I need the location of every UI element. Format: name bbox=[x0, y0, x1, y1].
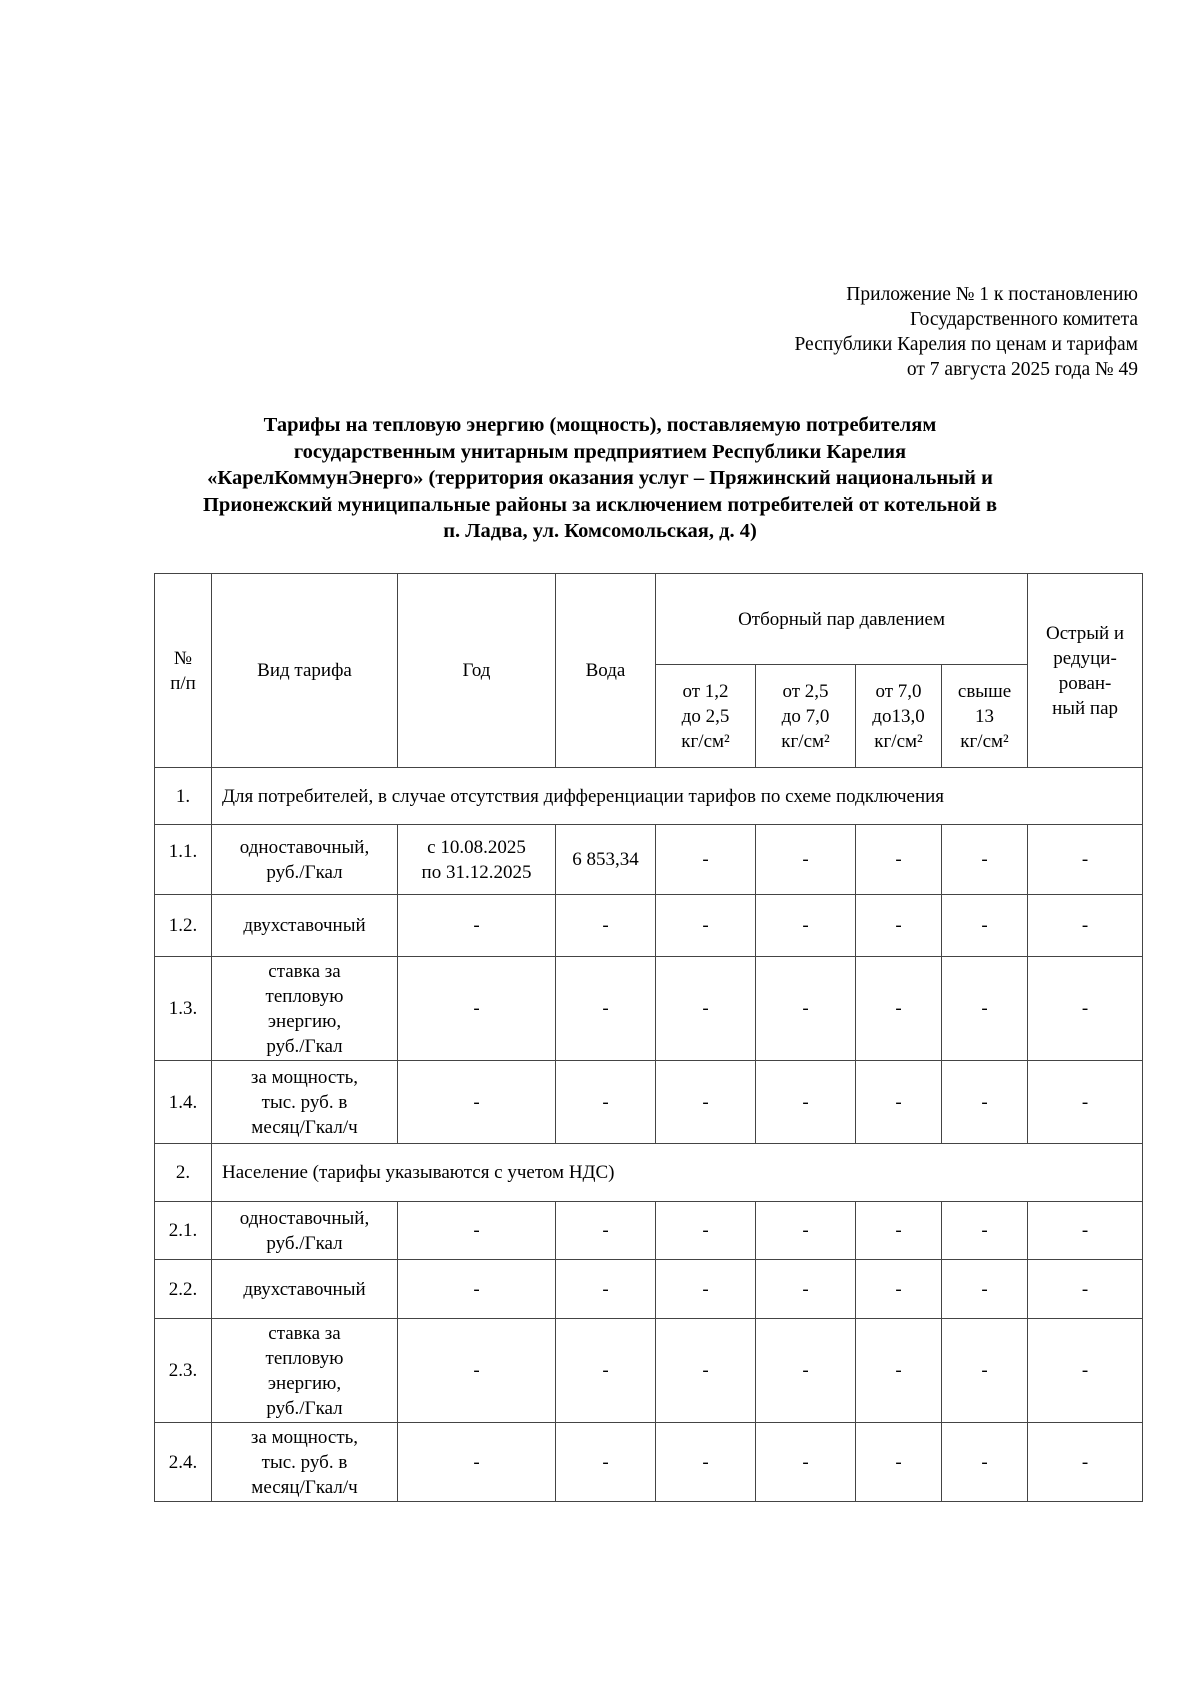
appendix-line: Республики Карелия по ценам и тарифам bbox=[794, 334, 1138, 355]
section-label: Для потребителей, в случае отсутствия дифференциации тарифов по схеме подключения bbox=[212, 768, 1143, 825]
row-value: - bbox=[942, 1260, 1028, 1319]
row-year bbox=[398, 1260, 556, 1319]
row-value: - bbox=[656, 1423, 756, 1502]
header-line: до 7,0 bbox=[781, 705, 830, 727]
row-value: - bbox=[1028, 825, 1143, 895]
row-year bbox=[398, 1061, 556, 1144]
header-row bbox=[155, 574, 1143, 665]
tariff-type-line: руб./Гкал bbox=[266, 1232, 343, 1254]
row-tariff-type bbox=[212, 1319, 398, 1423]
header-line: кг/см² bbox=[781, 730, 830, 752]
row-value: - bbox=[942, 825, 1028, 895]
table-row bbox=[155, 957, 1143, 1061]
header-steam-3 bbox=[856, 665, 942, 768]
row-number: 2.4. bbox=[155, 1423, 212, 1502]
row-value: - bbox=[1028, 1061, 1143, 1144]
row-value: - bbox=[756, 1260, 856, 1319]
title-line: «КарелКоммунЭнерго» (территория оказания услуг – Пряжинский национальный и bbox=[207, 467, 993, 489]
tariff-type-line: руб./Гкал bbox=[266, 1035, 343, 1057]
header-water: Вода bbox=[556, 574, 656, 768]
row-value: - bbox=[856, 895, 942, 957]
header-steam-group: Отборный пар давлением bbox=[656, 574, 1028, 665]
year-line: - bbox=[473, 1278, 480, 1300]
tariff-type-line: тыс. руб. в bbox=[261, 1091, 348, 1113]
header-sharp-line: ный пар bbox=[1052, 697, 1119, 719]
row-number: 1.4. bbox=[155, 1061, 212, 1144]
header-line: от 2,5 bbox=[782, 680, 829, 702]
row-water-value: 6 853,34 bbox=[556, 825, 656, 895]
row-tariff-type bbox=[212, 1202, 398, 1260]
row-year bbox=[398, 1319, 556, 1423]
tariff-type-line: руб./Гкал bbox=[266, 861, 343, 883]
row-value: - bbox=[1028, 1423, 1143, 1502]
row-value: - bbox=[756, 1061, 856, 1144]
row-year bbox=[398, 825, 556, 895]
header-line: 13 bbox=[975, 705, 995, 727]
header-num-line: № bbox=[173, 647, 193, 669]
year-line: - bbox=[473, 1091, 480, 1113]
tariff-type-line: тепловую bbox=[265, 985, 344, 1007]
appendix-line: от 7 августа 2025 года № 49 bbox=[906, 359, 1138, 380]
row-value: - bbox=[942, 1202, 1028, 1260]
row-value: - bbox=[656, 1319, 756, 1423]
row-water-value: - bbox=[556, 1319, 656, 1423]
year-line: по 31.12.2025 bbox=[421, 861, 532, 883]
tariff-type-line: энергию, bbox=[267, 1010, 342, 1032]
table-row bbox=[155, 895, 1143, 957]
row-value: - bbox=[756, 825, 856, 895]
tariff-type-line: одноставочный, bbox=[239, 836, 370, 858]
row-value: - bbox=[942, 957, 1028, 1061]
tariff-table bbox=[154, 573, 1143, 1502]
row-value: - bbox=[656, 895, 756, 957]
year-line: - bbox=[473, 1360, 480, 1381]
row-value: - bbox=[756, 895, 856, 957]
row-value: - bbox=[756, 1202, 856, 1260]
row-number: 2.3. bbox=[155, 1319, 212, 1423]
section-row bbox=[155, 768, 1143, 825]
tariff-type-line: за мощность, bbox=[250, 1426, 359, 1448]
row-value: - bbox=[756, 1319, 856, 1423]
row-value: - bbox=[942, 1423, 1028, 1502]
section-number: 1. bbox=[155, 768, 212, 825]
row-value: - bbox=[656, 1260, 756, 1319]
section-label: Население (тарифы указываются с учетом НДС) bbox=[212, 1144, 1143, 1202]
appendix-header bbox=[794, 282, 1138, 382]
row-tariff-type bbox=[212, 825, 398, 895]
tariff-type-line: за мощность, bbox=[250, 1066, 359, 1088]
tariff-type-line: энергию, bbox=[267, 1372, 342, 1394]
title-line: Прионежский муниципальные районы за исключением потребителей от котельной в bbox=[202, 493, 998, 516]
table-row bbox=[155, 1423, 1143, 1502]
row-number: 1.3. bbox=[155, 957, 212, 1061]
header-line: до 2,5 bbox=[681, 705, 730, 727]
tariff-type-line: тыс. руб. в bbox=[261, 1451, 348, 1473]
row-number: 1.2. bbox=[155, 895, 212, 957]
year-line: с 10.08.2025 bbox=[427, 836, 526, 858]
tariff-type-line: одноставочный, bbox=[239, 1207, 370, 1229]
header-year: Год bbox=[398, 574, 556, 768]
appendix-line: Приложение № 1 к постановлению bbox=[846, 284, 1138, 305]
row-value: - bbox=[856, 1061, 942, 1144]
row-number: 2.2. bbox=[155, 1260, 212, 1319]
row-value: - bbox=[856, 1423, 942, 1502]
table-row bbox=[155, 1202, 1143, 1260]
row-value: - bbox=[1028, 957, 1143, 1061]
row-value: - bbox=[856, 1260, 942, 1319]
row-value: - bbox=[1028, 1202, 1143, 1260]
year-line: - bbox=[473, 915, 480, 936]
row-value: - bbox=[1028, 1319, 1143, 1423]
title-line: Тарифы на тепловую энергию (мощность), поставляемую потребителям bbox=[263, 414, 937, 436]
header-line: до13,0 bbox=[872, 705, 925, 727]
row-value: - bbox=[1028, 895, 1143, 957]
row-value: - bbox=[656, 825, 756, 895]
tariff-type-line: ставка за bbox=[268, 1322, 341, 1344]
appendix-line: Государственного комитета bbox=[910, 309, 1138, 330]
row-water-value: - bbox=[556, 895, 656, 957]
row-value: - bbox=[942, 895, 1028, 957]
header-steam-1 bbox=[656, 665, 756, 768]
header-steam-2 bbox=[756, 665, 856, 768]
header-line: кг/см² bbox=[874, 730, 923, 752]
tariff-type-line: ставка за bbox=[268, 960, 341, 982]
row-value: - bbox=[656, 957, 756, 1061]
document-title bbox=[140, 412, 1060, 545]
row-tariff-type bbox=[212, 1260, 398, 1319]
row-water-value: - bbox=[556, 1260, 656, 1319]
row-value: - bbox=[856, 825, 942, 895]
title-line: п. Ладва, ул. Комсомольская, д. 4) bbox=[443, 520, 757, 542]
row-value: - bbox=[856, 1202, 942, 1260]
header-line: от 1,2 bbox=[682, 680, 729, 702]
table-row bbox=[155, 825, 1143, 895]
header-sharp-line: Острый и bbox=[1046, 622, 1125, 644]
row-value: - bbox=[756, 1423, 856, 1502]
row-year bbox=[398, 895, 556, 957]
header-steam-4 bbox=[942, 665, 1028, 768]
table-body bbox=[155, 768, 1143, 1502]
row-number: 2.1. bbox=[155, 1202, 212, 1260]
header-line: кг/см² bbox=[960, 730, 1009, 752]
section-number: 2. bbox=[155, 1144, 212, 1202]
row-tariff-type bbox=[212, 895, 398, 957]
row-water-value: - bbox=[556, 1423, 656, 1502]
row-water-value: - bbox=[556, 1061, 656, 1144]
header-line: кг/см² bbox=[681, 730, 730, 752]
section-row bbox=[155, 1144, 1143, 1202]
year-line: - bbox=[473, 998, 480, 1019]
row-tariff-type bbox=[212, 1423, 398, 1502]
row-value: - bbox=[1028, 1260, 1143, 1319]
row-number: 1.1. bbox=[155, 825, 212, 895]
row-year bbox=[398, 1202, 556, 1260]
row-value: - bbox=[656, 1061, 756, 1144]
tariff-type-line: двухставочный bbox=[243, 1278, 366, 1300]
header-sharp-line: рован- bbox=[1058, 672, 1112, 694]
row-value: - bbox=[942, 1061, 1028, 1144]
row-water-value: - bbox=[556, 1202, 656, 1260]
row-value: - bbox=[856, 957, 942, 1061]
header-sharp-line: редуци- bbox=[1053, 647, 1117, 669]
row-tariff-type bbox=[212, 1061, 398, 1144]
header-num-line: п/п bbox=[170, 672, 196, 694]
tariff-type-line: двухставочный bbox=[243, 915, 366, 936]
row-value: - bbox=[656, 1202, 756, 1260]
row-water-value: - bbox=[556, 957, 656, 1061]
header-tariff-type: Вид тарифа bbox=[212, 574, 398, 768]
row-value: - bbox=[942, 1319, 1028, 1423]
tariff-type-line: месяц/Гкал/ч bbox=[251, 1116, 358, 1138]
tariff-type-line: месяц/Гкал/ч bbox=[251, 1476, 358, 1498]
header-line: свыше bbox=[957, 680, 1012, 702]
year-line: - bbox=[473, 1220, 480, 1241]
row-tariff-type bbox=[212, 957, 398, 1061]
row-year bbox=[398, 1423, 556, 1502]
tariff-type-line: руб./Гкал bbox=[266, 1397, 343, 1419]
title-line: государственным унитарным предприятием Республики Карелия bbox=[293, 440, 907, 463]
row-value: - bbox=[756, 957, 856, 1061]
row-value: - bbox=[856, 1319, 942, 1423]
header-line: от 7,0 bbox=[875, 680, 922, 702]
table-row bbox=[155, 1061, 1143, 1144]
header-sharp-steam bbox=[1028, 574, 1143, 768]
header-num bbox=[155, 574, 212, 768]
tariff-type-line: тепловую bbox=[265, 1347, 344, 1369]
row-year bbox=[398, 957, 556, 1061]
table-row bbox=[155, 1260, 1143, 1319]
year-line: - bbox=[473, 1451, 480, 1473]
table-row bbox=[155, 1319, 1143, 1423]
